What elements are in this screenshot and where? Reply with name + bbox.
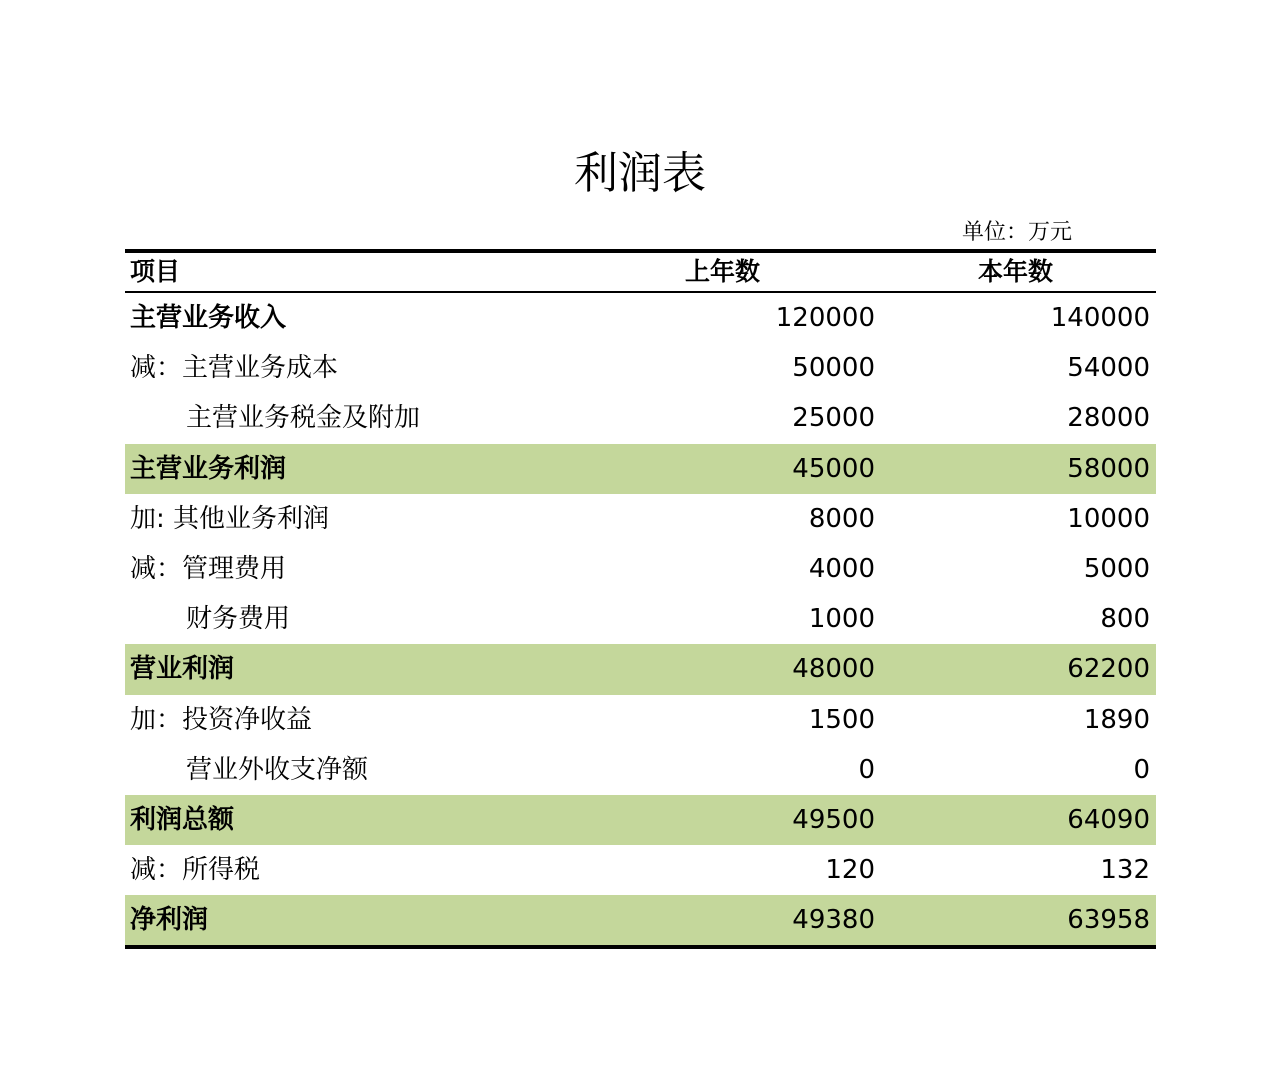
current-year-value: 5000 [1083, 553, 1150, 584]
prev-year-value: 120 [825, 855, 875, 886]
current-year-value: 10000 [1067, 503, 1150, 534]
prev-year-value: 1500 [808, 704, 875, 735]
column-header-item: 项目 [130, 257, 181, 286]
row-label: 营业外收支净额 [186, 754, 369, 785]
current-year-value: 800 [1100, 604, 1150, 635]
prev-year-value: 8000 [808, 503, 875, 534]
table-row [125, 393, 1156, 443]
table-row [125, 544, 1156, 594]
current-year-value: 58000 [1067, 453, 1150, 484]
row-label: 主营业务收入 [130, 303, 287, 333]
table-header [125, 253, 1156, 293]
table-row [125, 845, 1156, 895]
table-row [125, 594, 1156, 644]
current-year-value: 64090 [1067, 804, 1150, 835]
column-header-prev-year: 上年数 [685, 257, 761, 286]
row-label: 主营业务利润 [130, 453, 287, 484]
current-year-value: 54000 [1067, 353, 1150, 384]
row-label: 加: 其他业务利润 [130, 503, 330, 534]
current-year-value: 62200 [1067, 654, 1150, 685]
current-year-value: 1890 [1083, 704, 1150, 735]
table-row [125, 343, 1156, 393]
row-label: 加：投资净收益 [130, 704, 313, 735]
column-header-current-year: 本年数 [978, 257, 1054, 286]
current-year-value: 0 [1133, 754, 1150, 785]
table-row [125, 293, 1156, 343]
current-year-value: 132 [1100, 855, 1150, 886]
row-label: 财务费用 [186, 604, 291, 635]
prev-year-value: 50000 [792, 353, 875, 384]
current-year-value: 140000 [1050, 303, 1150, 333]
prev-year-value: 0 [858, 754, 875, 785]
row-label: 营业利润 [130, 654, 235, 685]
prev-year-value: 25000 [792, 403, 875, 434]
current-year-value: 63958 [1067, 905, 1150, 936]
row-label: 主营业务税金及附加 [186, 403, 421, 434]
current-year-value: 28000 [1067, 403, 1150, 434]
unit-label: 单位：万元 [962, 220, 1073, 245]
table-row [125, 745, 1156, 795]
row-label: 减：主营业务成本 [130, 353, 339, 384]
row-label: 净利润 [130, 905, 209, 936]
prev-year-value: 48000 [792, 654, 875, 685]
prev-year-value: 49500 [792, 804, 875, 835]
table-row-subtotal [125, 444, 1156, 494]
row-label: 利润总额 [130, 804, 235, 835]
prev-year-value: 1000 [808, 604, 875, 635]
table-row [125, 494, 1156, 544]
page-title: 利润表 [574, 148, 706, 199]
table-row-subtotal [125, 795, 1156, 845]
prev-year-value: 120000 [775, 303, 875, 333]
prev-year-value: 45000 [792, 453, 875, 484]
row-label: 减：管理费用 [130, 553, 287, 584]
table-row-subtotal [125, 644, 1156, 694]
prev-year-value: 4000 [808, 553, 875, 584]
prev-year-value: 49380 [792, 905, 875, 936]
table-row-total [125, 895, 1156, 945]
table-row [125, 695, 1156, 745]
income-statement-table [125, 249, 1156, 949]
row-label: 减：所得税 [130, 855, 261, 886]
